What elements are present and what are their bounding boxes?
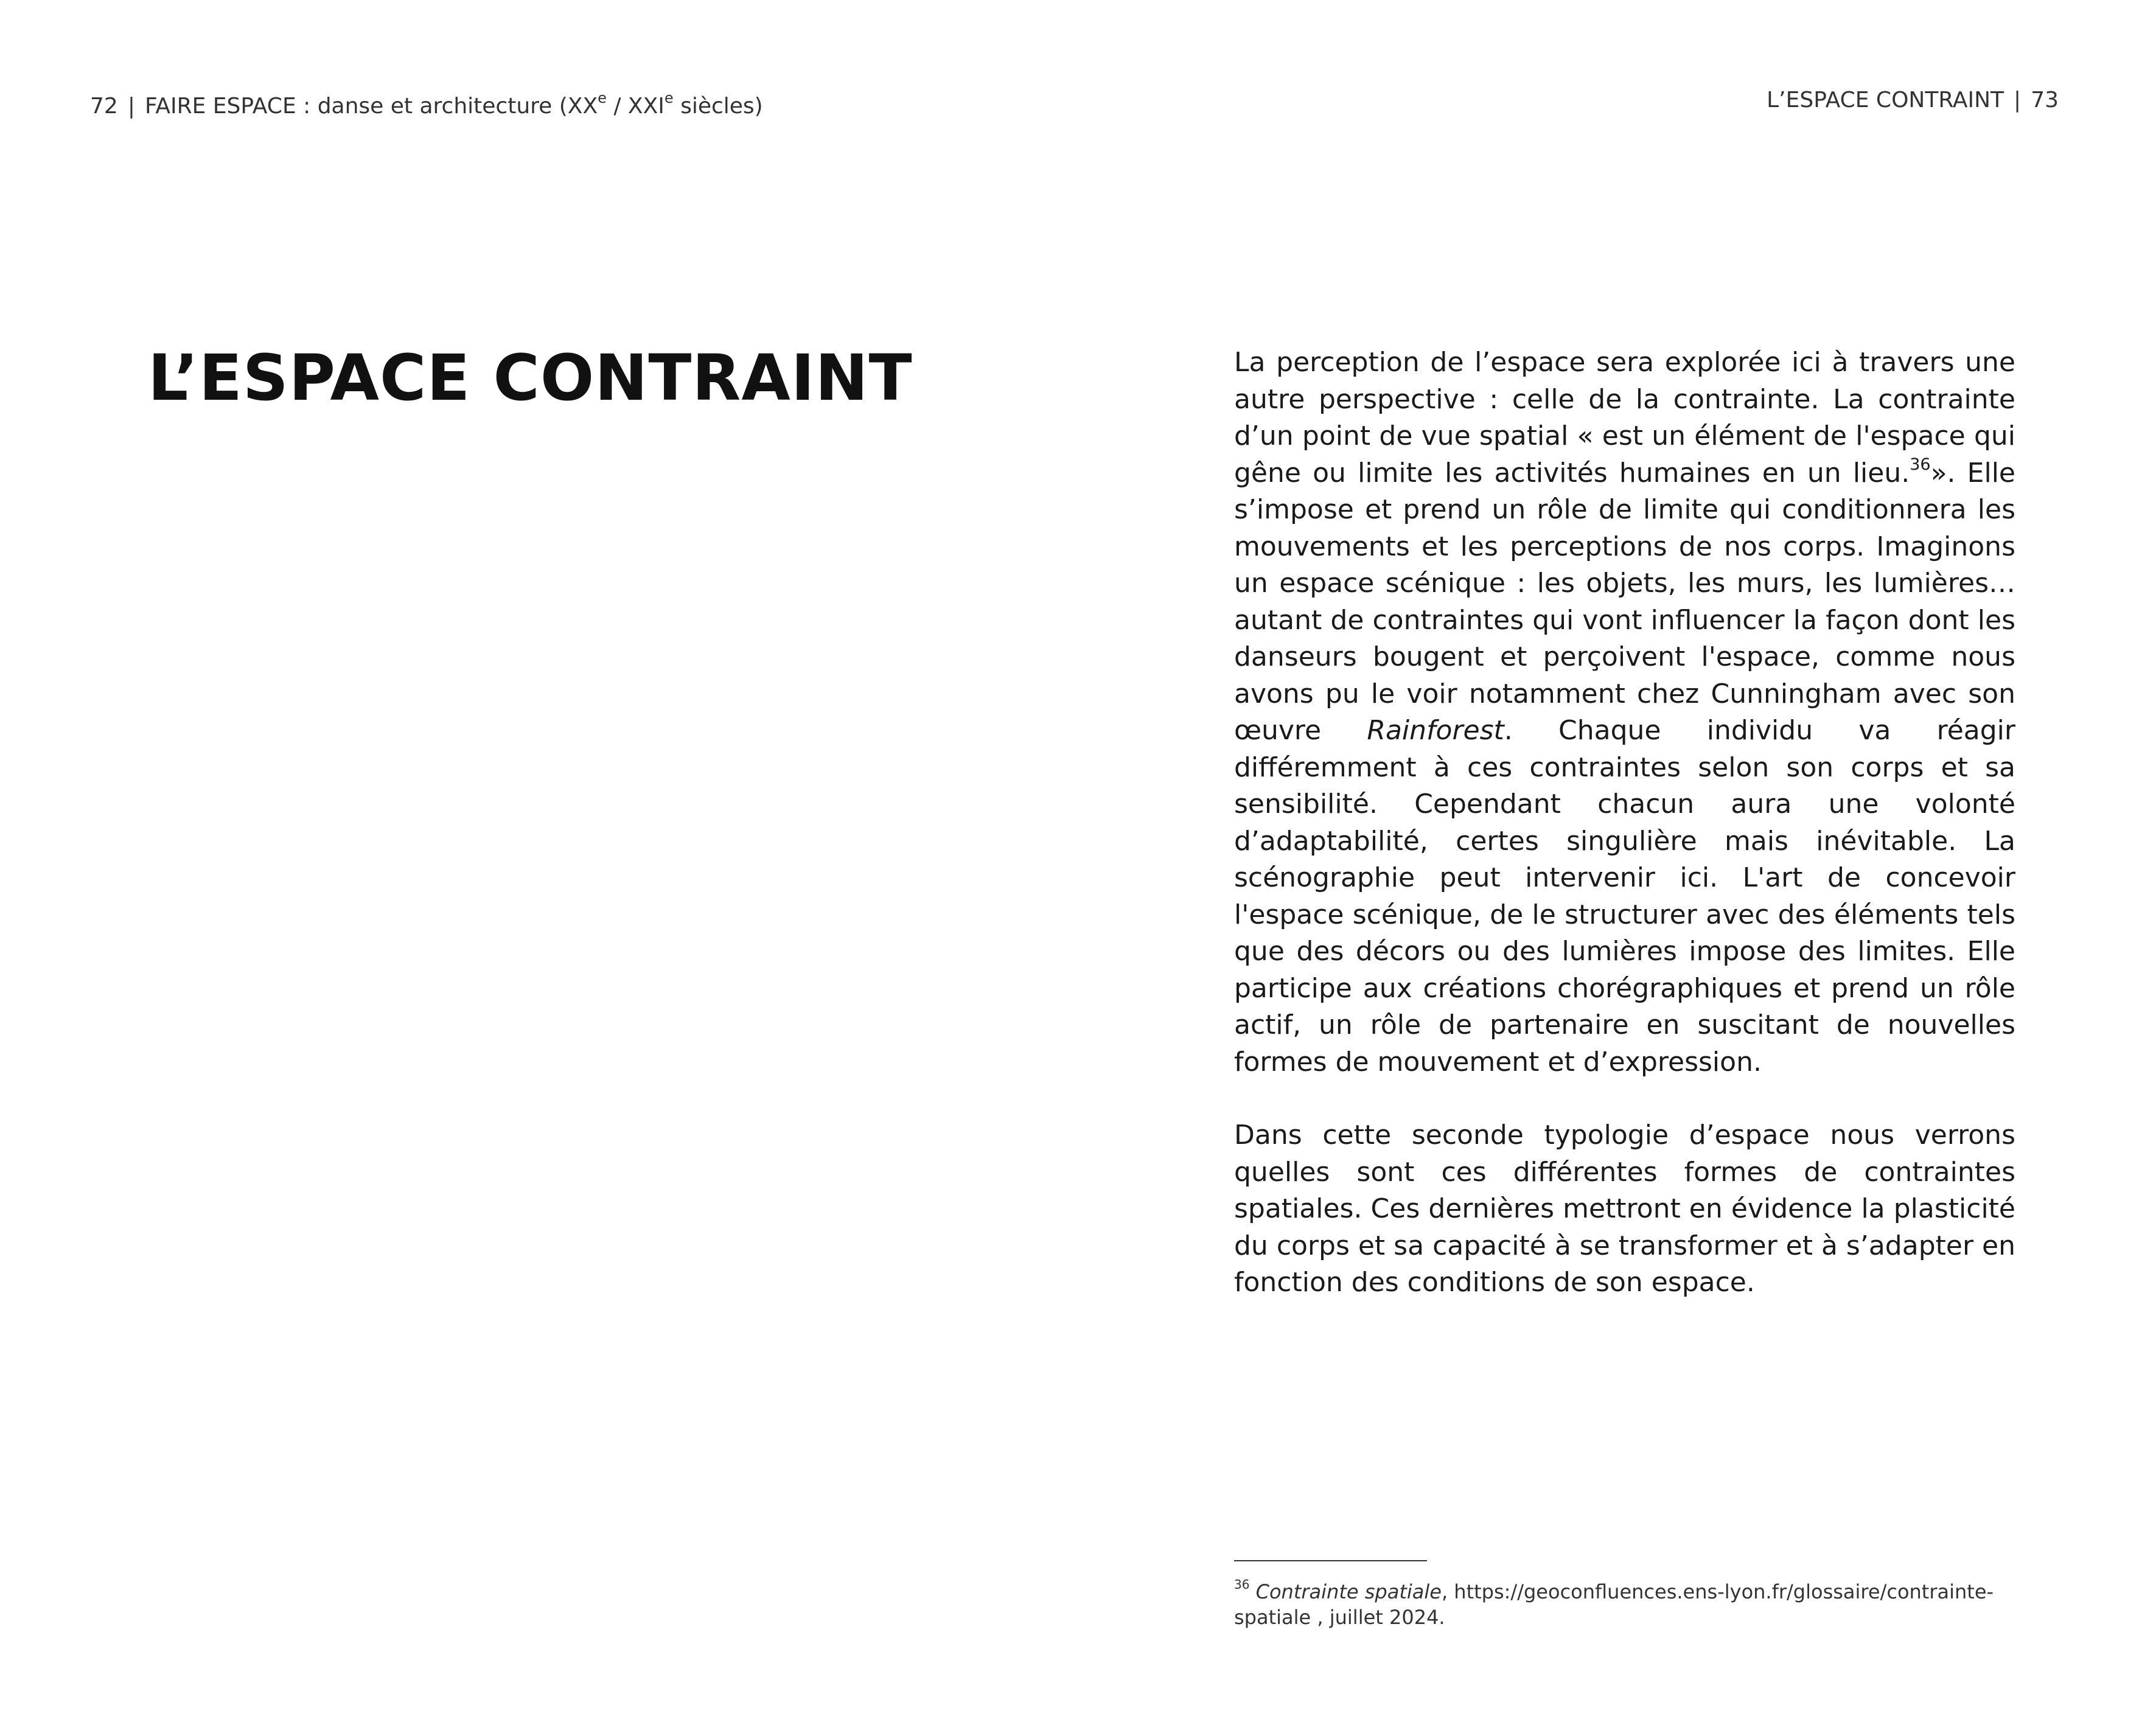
body-text <box>1234 344 2015 1302</box>
right-page <box>1078 0 2156 1725</box>
running-head-separator: | <box>127 94 135 119</box>
footnote-rule <box>1234 1560 1427 1561</box>
footnote <box>1234 1579 2015 1630</box>
running-head-separator: | <box>2014 88 2022 113</box>
running-head-left <box>90 85 763 122</box>
page-number-left: 72 <box>90 94 118 119</box>
paragraph-1: La perception de l’espace sera explorée ici à travers une autre perspective : celle de la contrainte. La contrainte d’un point de vue spatial « est un élément de l'espace qui gêne ou limite les activités humaines en un lieu.$^{36}$». Elle s’impose et prend un rôle de limite qui conditionnera les mouvements et les perceptions de nos corps. Imaginons un espace scénique : les objets, les murs, les lumières… autant de contraintes qui vont influencer la façon dont les danseurs bougent et perçoivent l'espace, comme nous avons pu le voir notamment chez Cunningham avec son œuvre Rainforest. Chaque individu va réagir différemment à ces contraintes selon son corps et sa sensibilité. Cependant chacun aura une volonté d’adaptabilité, certes singulière mais inévitable. La scénographie peut intervenir ici. L'art de concevoir l'espace scénique, de le structurer avec des éléments tels que des décors ou des lumières impose des limites. Elle participe aux créations chorégraphiques et prend un rôle actif, un rôle de partenaire en suscitant de nouvelles formes de mouvement et d’expression. <box>1234 347 2015 1078</box>
book-title: FAIRE ESPACE : danse et architecture (XXe / XXIe siècles) <box>144 89 763 119</box>
footnote-text: , https://geoconfluences.ens-lyon.fr/glossaire/contrainte-spatiale , juillet 2024. <box>1234 1580 1994 1629</box>
footnote-title: Contrainte spatiale <box>1255 1580 1442 1603</box>
footnote-reference: 36 <box>1910 455 1931 474</box>
section-title: L’ESPACE CONTRAINT <box>1767 88 2004 113</box>
chapter-title: L’ESPACE CONTRAINT <box>148 341 913 415</box>
footnote-number: 36 <box>1234 1577 1250 1592</box>
page-number-right: 73 <box>2031 88 2059 113</box>
work-title: Rainforest <box>1367 715 1504 746</box>
paragraph-2: Dans cette seconde typologie d’espace nous verrons quelles sont ces différentes formes de contraintes spatiales. Ces dernières mettront en évidence la plasticité du corps et sa capacité à se transformer et à s’adapter en fonction des conditions de son espace. <box>1234 1120 2015 1298</box>
running-head-right <box>1767 85 2059 116</box>
